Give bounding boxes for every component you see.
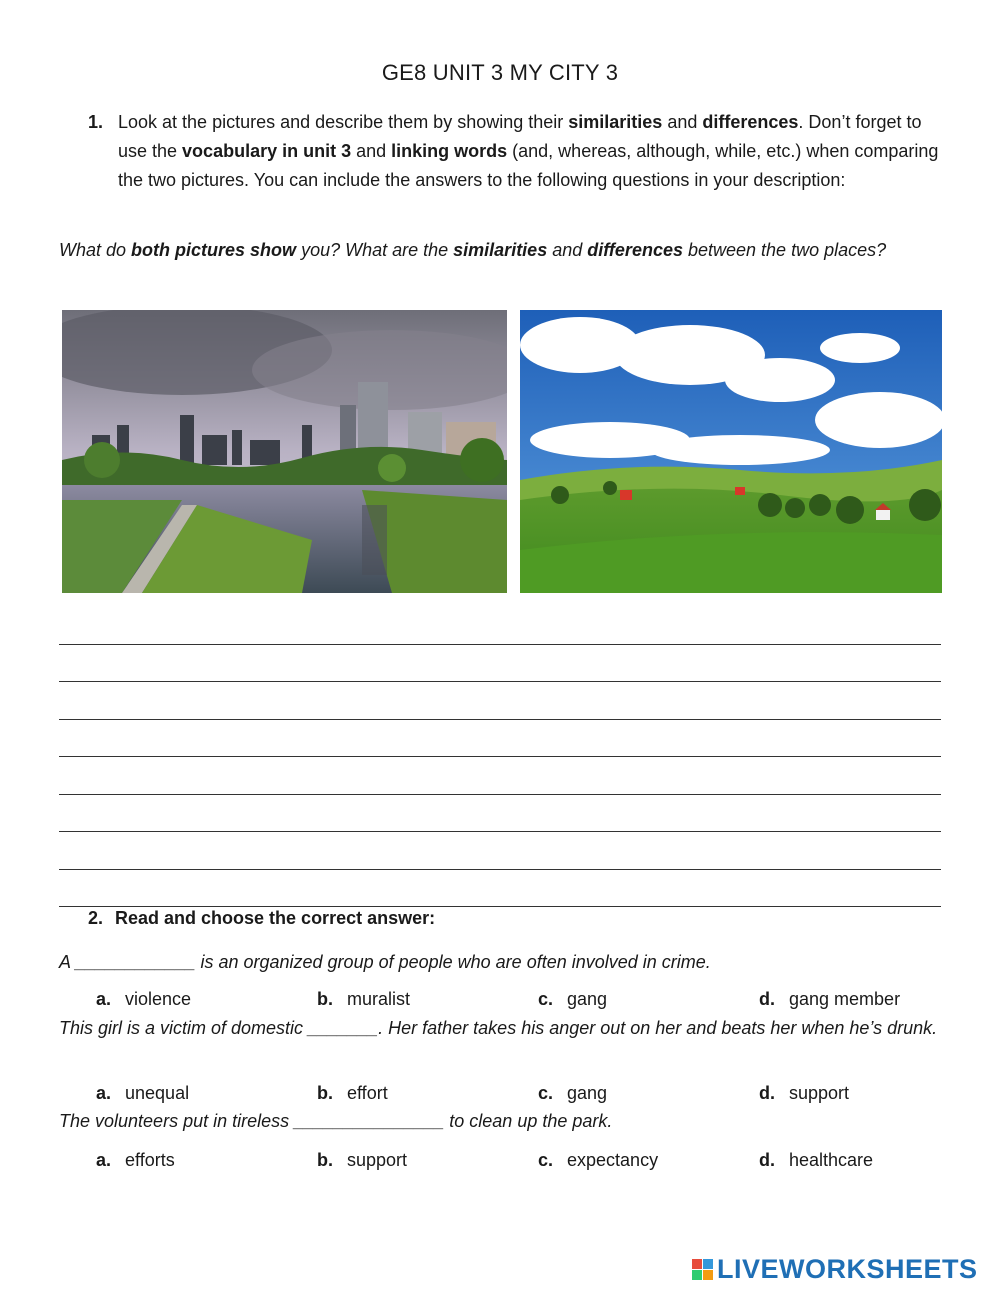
option-d[interactable]: d. support [759,1083,850,1103]
option-a[interactable]: a. unequal [96,1083,190,1103]
liveworksheets-logo [692,1253,978,1285]
mc-options-2 [96,1083,956,1109]
writing-line[interactable] [59,653,941,691]
question-2-heading: 2. Read and choose the correct answer: [88,908,436,928]
option-c[interactable]: c. gang [538,989,608,1009]
option-c[interactable]: c. expectancy [538,1150,659,1170]
logo-blocks-icon [692,1259,713,1280]
question-1-prompt: What do both pictures show you? What are the similarities and differences between the two places? [59,240,887,260]
logo-text: LIVEWORKSHEETS [717,1253,978,1284]
answer-writing-lines[interactable] [59,615,941,915]
writing-line[interactable] [59,728,941,766]
question-1-number: 1. [88,112,104,132]
comparison-pictures [62,310,942,593]
mc-sentence-1: A ____________ is an organized group of people who are often involved in crime. [59,952,711,972]
city-park-picture [62,310,507,593]
option-b[interactable]: b. muralist [317,989,411,1009]
question-1 [88,108,948,195]
option-a[interactable]: a. efforts [96,1150,175,1170]
writing-line[interactable] [59,690,941,728]
option-d[interactable]: d. healthcare [759,1150,874,1170]
writing-line[interactable] [59,615,941,653]
option-c[interactable]: c. gang [538,1083,608,1103]
worksheet-title: GE8 UNIT 3 MY CITY 3 [381,60,619,85]
mc-options-3 [96,1150,956,1176]
mc-sentence-3: The volunteers put in tireless _______________ to clean up the park. [59,1111,613,1131]
option-a[interactable]: a. violence [96,989,192,1009]
mc-options-1 [96,989,956,1015]
option-b[interactable]: b. support [317,1150,408,1170]
mc-sentence-2: This girl is a victim of domestic _______. Her father takes his anger out on her and beats her when he’s drunk. [59,1018,938,1038]
writing-line[interactable] [59,803,941,841]
option-d[interactable]: d. gang member [759,989,901,1009]
countryside-picture [520,310,942,593]
option-b[interactable]: b. effort [317,1083,388,1103]
writing-line[interactable] [59,840,941,878]
question-1-instructions: Look at the pictures and describe them by showing their similarities and differences. Don’t forget to use the vocabulary in unit 3 and linking words (and, whereas, although, while, etc.) when comparing the two pictures. You can include the answers to the following questions in your description: [118,112,939,190]
writing-line[interactable] [59,765,941,803]
